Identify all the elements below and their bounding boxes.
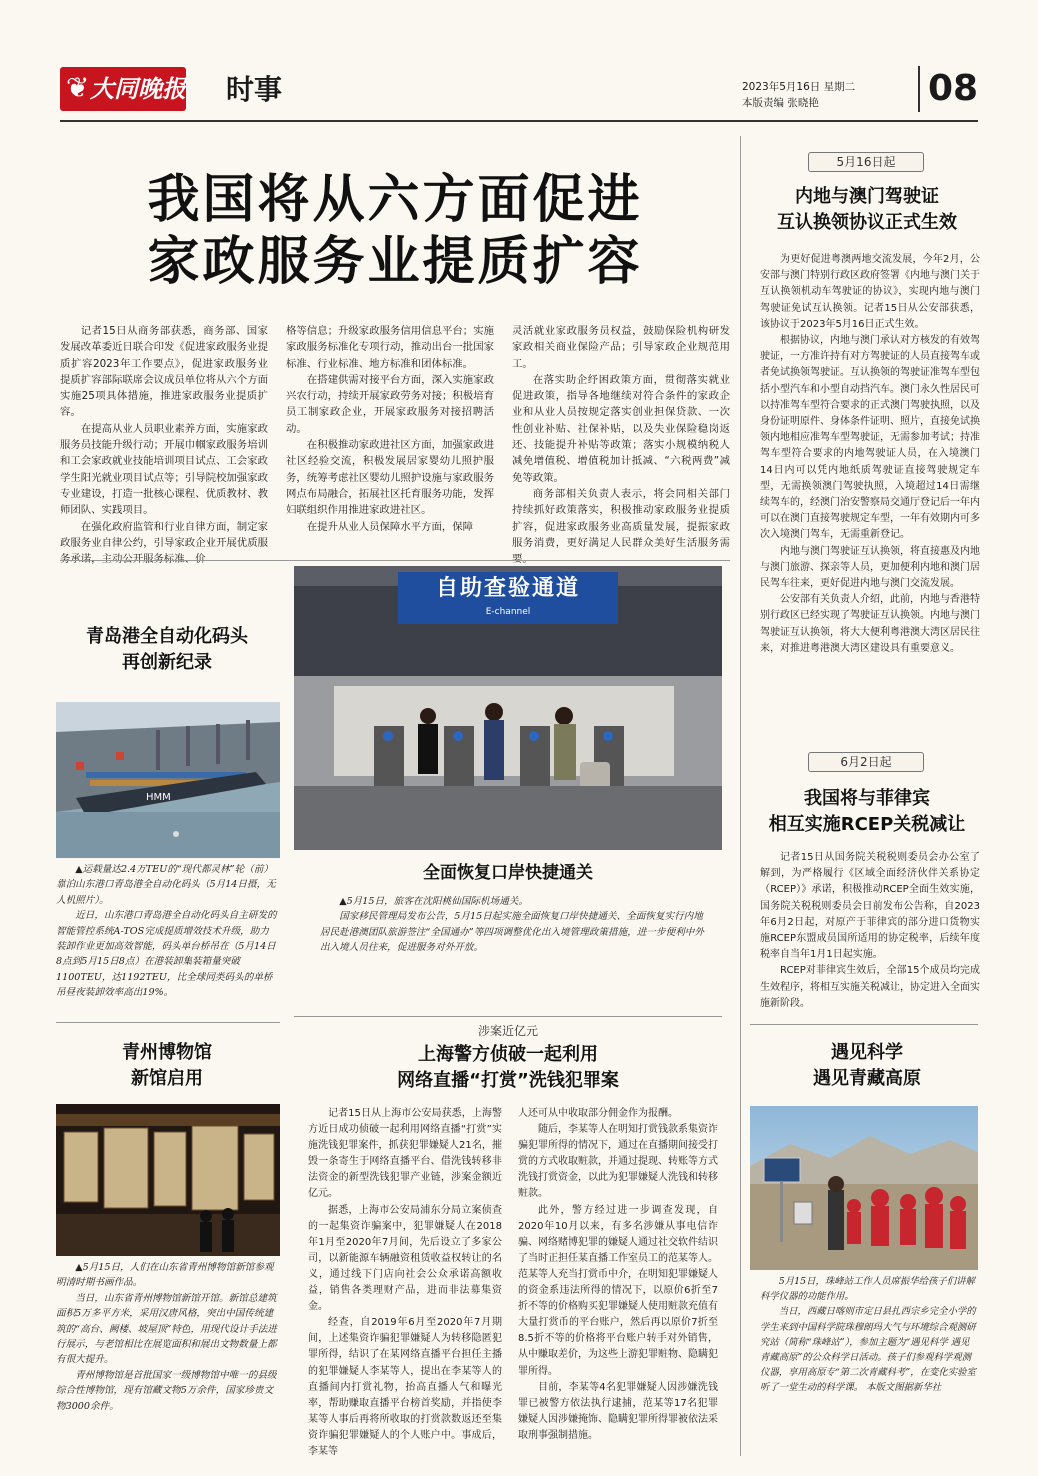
main-article-bottom-rule	[60, 560, 730, 561]
qingdao-title-line1: 青岛港全自动化码头	[86, 626, 248, 647]
right-article1-para: 为更好促进粤澳两地交流发展，今年2月，公安部与澳门特别行政区政府签署《内地与澳门关于互认换领机动车驾驶证的协议》，实现内地与澳门驾驶证免试互认换领。记者15日从公安部获悉，该协议于2023年5月16日正式生效。	[760, 254, 980, 330]
right-col-rule	[750, 1024, 978, 1025]
logo-flame-icon: ❦	[66, 71, 90, 104]
port-caption	[320, 894, 708, 956]
right-article1-para: 根据协议，内地与澳门承认对方核发的有效驾驶证，一方准许持有对方驾驶证的人员直接驾车或者免试换领驾驶证。互认换领的驾驶证准驾车型包括小型汽车和小型自动挡汽车。澳门永久性居民可以持准驾车型符合要求的正式澳门驾驶执照，以及身份证明原件、身体条件证明、照片，直接免试换领内地相应准驾车型驾驶证，无需参加考试；持准驾车型符合要求的内地驾驶证人员，在入境澳门14日内可以凭内地纸质驾驶证直接驾驶规定车型，无需换领澳门驾驶执照，入境超过14日需继续驾车的，经澳门治安警察局交通厅登记后一年内可以在澳门直接驾驶规定车型，一年有效期内可多次入境澳门驾车，无需重新登记。	[760, 335, 980, 541]
qingdao-caption-para: ▲运载量达2.4万TEU的“现代都灵林”轮（前）靠泊山东港口青岛港全自动化码头（5月14日摄，无人机照片）。	[56, 864, 276, 906]
right-article1-para: 内地与澳门驾驶证互认换领，将直接惠及内地与澳门旅游、探亲等人员，更加便利内地和澳门居民驾车往来，更好促进内地与澳门交流发展。	[760, 545, 980, 590]
newspaper-logo	[60, 67, 186, 111]
shanghai-col2-para: 目前，李某等4名犯罪嫌疑人因涉嫌洗钱罪已被警方依法执行逮捕，范某等17名犯罪嫌疑人因涉嫌掩饰、隐瞒犯罪所得罪被依法采取刑事强制措施。	[518, 1381, 718, 1441]
science-title-line1: 遇见科学	[831, 1042, 903, 1063]
shanghai-col2-para: 随后，李某等人在明知打赏钱款系集资诈骗犯罪所得的情况下，通过在直播期间接受打赏的方式收取赃款，并通过提现、转账等方式洗钱打赏资金，以此为犯罪嫌疑人洗钱和转移赃款。	[518, 1124, 718, 1200]
qingdao-title-line2: 再创新纪录	[122, 652, 212, 673]
port-caption-para: ▲5月15日，旅客在沈阳桃仙国际机场通关。	[339, 896, 528, 907]
main-col2-para: 在提升从业人员保障水平方面，保障	[306, 520, 474, 533]
date-line: 2023年5月16日 星期二	[742, 81, 856, 93]
qingzhou-museum-photo	[56, 1104, 280, 1256]
main-col3-para: 商务部相关负责人表示，将会同相关部门持续抓好政策落实，积极推动家政服务业提质扩容，促进家政服务业高质量发展，提振家政服务消费，更好满足人民群众美好生活服务需	[512, 487, 730, 549]
masthead	[0, 0, 1038, 130]
qingdao-port-photo	[56, 702, 280, 858]
page-number: 08	[928, 68, 979, 109]
right-article2-para: 记者15日从国务院关税税则委员会办公室了解到，为严格履行《区域全面经济伙伴关系协定（RCEP）》承诺，积极推动RCEP全面生效实施，国务院关税税则委员会日前发布公告称，自2023年6月2日起，对原产于菲律宾的部分进口货物实施RCEP东盟成员国所适用的协定税率，后续年度税率自当年1月1日起实施。	[760, 852, 980, 961]
qingdao-caption-para: 近日，山东港口青岛港全自动化码头自主研发的智能管控系统A-TOS完成提质增效技术升级，助力装卸作业更加高效智能，码头单台桥吊在（5月14日8点到5月15日8点）在港装卸集装箱量突破1100TEU，达1192TEU，比全球同类码头的单桥吊昼夜装卸效率高出19%。	[56, 910, 277, 999]
right-column-divider	[740, 136, 741, 1456]
shanghai-col2	[518, 1106, 718, 1444]
main-col3-para: 在落实助企纾困政策方面，贯彻落实就业促进政策，指导各地继续对符合条件的家政企业和从业人员按规定落实创业担保贷款、一次性创业补贴、社保补贴，以及失业保险稳岗返还、技能提升补贴等政策；落实小规模纳税人减免增值税、增值税加计抵减、“六税两费”减免等政策。	[512, 373, 730, 484]
museum-image	[56, 1104, 280, 1256]
main-article-col2	[286, 323, 494, 535]
page-number-divider	[918, 66, 920, 112]
logo-text: 大同晚报	[90, 74, 186, 103]
main-col3-para: 灵活就业家政服务员权益，鼓励保险机构研发家政相关商业保险产品；引导家政企业规范用工。	[512, 325, 730, 370]
editor-line: 本版责编 张晓艳	[742, 97, 819, 109]
main-col1-para: 记者15日从商务部获悉，商务部、国家发展改革委近日联合印发《促进家政服务业提质扩容2023年工作要点》，促进家政服务业提质扩容部际联席会议成员单位将从六个方面实施25项具体措施，推进家政服务业提质扩容。	[60, 325, 268, 419]
shanghai-col1-para: 记者15日从上海市公安局获悉，上海警方近日成功侦破一起利用网络直播“打赏”实施洗钱犯罪案件，抓获犯罪嫌疑人21名，摧毁一条寄生于网络直播平台、借洗钱转移非法资金的新型洗钱犯罪产业链，涉案金额近亿元。	[308, 1108, 502, 1200]
shanghai-kicker: 涉案近亿元	[477, 1024, 538, 1038]
qingdao-port-image	[56, 702, 280, 858]
right-article1-title-line2: 互认换领协议正式生效	[777, 212, 957, 233]
main-headline-line2: 家政服务业提质扩容	[147, 232, 643, 292]
echannel-sign-en: E-channel	[485, 607, 531, 617]
shanghai-col1	[308, 1106, 502, 1460]
masthead-rule	[60, 120, 978, 122]
airport-echannel-photo	[294, 566, 722, 850]
right-article2-title-line1: 我国将与菲律宾	[804, 788, 930, 809]
main-article-col3	[512, 323, 730, 567]
main-col2-para: 在积极推动家政进社区方面，加强家政进社区经验交流，积极发展居家婴幼儿照护服务，统筹考虑社区婴幼儿照护设施与家政服务网点布局融合，拓展社区托育服务功能，发挥妇联组织作用推进家政进社区。	[286, 439, 494, 517]
main-col2-para: 格等信息；升级家政服务信用信息平台；实施家政服务标准化专项行动，推动出台一批国家标准、行业标准、地方标准和团体标准。	[286, 325, 494, 370]
left-col-rule	[56, 1022, 280, 1023]
port-title: 全面恢复口岸快捷通关	[423, 863, 593, 883]
shanghai-title-line2: 网络直播“打赏”洗钱犯罪案	[397, 1070, 619, 1091]
right-article2-para: RCEP对菲律宾生效后，全部15个成员均完成生效程序，将相互实施关税减让，协定进入全面实施新阶段。	[760, 965, 980, 1009]
shanghai-top-rule	[294, 1016, 722, 1017]
shanghai-col2-para: 此外，警方经过进一步调查发现，自2020年10月以来，有多名涉嫌从事电信诈骗、网络赌博犯罪的嫌疑人通过社交软件结识了当时正担任某直播工作室员工的范某等人。范某等人充当打赏币中介，在明知犯罪嫌疑人的资金系违法所得的情况下，以原价6折至7折不等的价格购买犯罪嫌疑人使用赃款充值有大量打赏币的平台账户，然后再以原价7折至8.5折不等的价格将平台账户转手对外销售，从中赚取差价，为这些上游犯罪赃物、隐瞒犯罪所得。	[518, 1204, 718, 1377]
ship-hull-marking: HMM	[146, 792, 171, 803]
shanghai-col2-para: 人还可从中收取部分佣金作为报酬。	[518, 1108, 678, 1119]
article-date-label: 6月2日起	[808, 752, 924, 772]
qingzhou-caption-para: 当日，山东省青州博物馆新馆开馆。新馆总建筑面积5万多平方米，采用汉唐风格，突出中国传统建筑的“高台、阙楼、坡屋顶”特色，用现代设计手法进行展示，与老馆相比在展览面积和展出文物数量上都有很大提升。	[56, 1292, 277, 1366]
science-photo	[750, 1106, 978, 1270]
right-article1-title-line1: 内地与澳门驾驶证	[795, 186, 939, 207]
main-col1-para: 在提高从业人员职业素养方面，实施家政服务员技能升级行动；开展巾帼家政服务培训和工会家政就业技能培训项目试点、工会家政学生阳光就业项目试点等；引导院校加强家政专业建设，打造一批核心课程、优质教材、教师团队、实践项目。	[60, 422, 268, 517]
science-caption-para: 当日，西藏日喀则市定日县扎西宗乡完全小学的学生来到中国科学院珠穆朗玛大气与环境综合观测研究站（简称“珠峰站”），参加主题为“遇见科学 遇见青藏高原”的公众科学日活动。孩子们参观科学观测仪器，享用高原专“第二次青藏科考”，在变化实验室听了一堂生动的科学课。 本版文图据新华社	[760, 1306, 976, 1394]
shanghai-col1-para: 经查，自2019年6月至2020年7月期间，上述集资诈骗犯罪嫌疑人为转移隐匿犯罪所得，结识了在某网络直播平台担任主播的犯罪嫌疑人李某等人，提出在李某等人的直播间内打赏礼物，抬高直播人气和曝光率，帮助赚取直播平台榜首奖励，并指使李某等人事后再将所收取的打赏款数返还至集资诈骗犯罪嫌疑人的个人账户中。事成后，李某等	[308, 1317, 502, 1457]
qingzhou-caption-para: ▲5月15日，人们在山东省青州博物馆新馆参观明清时期书画作品。	[56, 1262, 274, 1289]
right-article1-body	[760, 252, 980, 657]
right-article1-para: 公安部有关负责人介绍，此前，内地与香港特别行政区已经实现了驾驶证互认换领。内地与澳门驾驶证互认换领，将大大便利粤港澳大湾区居民往来，对推进粤港澳大湾区建设具有重要意义。	[760, 594, 980, 654]
science-title-line2: 遇见青藏高原	[813, 1068, 921, 1089]
main-col2-para: 在搭建供需对接平台方面，深入实施家政兴农行动，持续开展家政劳务对接；积极培育员工制家政企业，开展家政服务对接招聘活动。	[286, 373, 494, 435]
science-caption	[760, 1274, 978, 1396]
echannel-sign-text: 自助查验通道	[435, 576, 580, 601]
article-date-label: 5月16日起	[808, 152, 924, 172]
qingdao-caption	[56, 862, 278, 1001]
shanghai-col1-para: 据悉，上海市公安局浦东分局立案侦查的一起集资诈骗案中，犯罪嫌疑人在2018年1月至2020年7月间，先后设立了多家公司，以新能源车辆融资租赁收益权转让的名义，通过线下门店向社会公众承诺高额收益，销售各类理财产品，进而非法募集资金。	[308, 1204, 502, 1313]
right-article2-title-line2: 相互实施RCEP关税减让	[768, 814, 966, 835]
science-caption-para: 5月15日，珠峰站工作人员席振华给孩子们讲解科学仪器的功能作用。	[760, 1276, 975, 1303]
section-title: 时事	[226, 73, 283, 106]
qingzhou-caption	[56, 1260, 278, 1414]
shanghai-title-line1: 上海警方侦破一起利用	[418, 1044, 598, 1065]
qingzhou-title-line2: 新馆启用	[131, 1068, 203, 1089]
qingzhou-caption-para: 青州博物馆是首批国家一级博物馆中唯一的县级综合性博物馆，现有馆藏文物5万余件，国家珍贵文物3000余件。	[56, 1369, 277, 1412]
qingzhou-title-line1: 青州博物馆	[122, 1042, 212, 1063]
main-headline-line1: 我国将从六方面促进	[147, 170, 643, 230]
science-photo-image	[750, 1106, 978, 1270]
main-article-col1	[60, 323, 268, 567]
port-caption-para: 国家移民管理局发布公告，5月15日起实施全面恢复口岸快捷通关、全面恢复实行内地居民赴港澳团队旅游签注“全国通办”等四项调整优化出入境管理政策措施，进一步便利中外出入境人员往来，促进服务对外开放。	[320, 911, 704, 954]
main-col1-para: 在强化政府监管和行业自律方面，制定家政服务业自律公约，引导家政企业开展优质服	[60, 520, 268, 549]
right-article2-body	[760, 850, 980, 1012]
